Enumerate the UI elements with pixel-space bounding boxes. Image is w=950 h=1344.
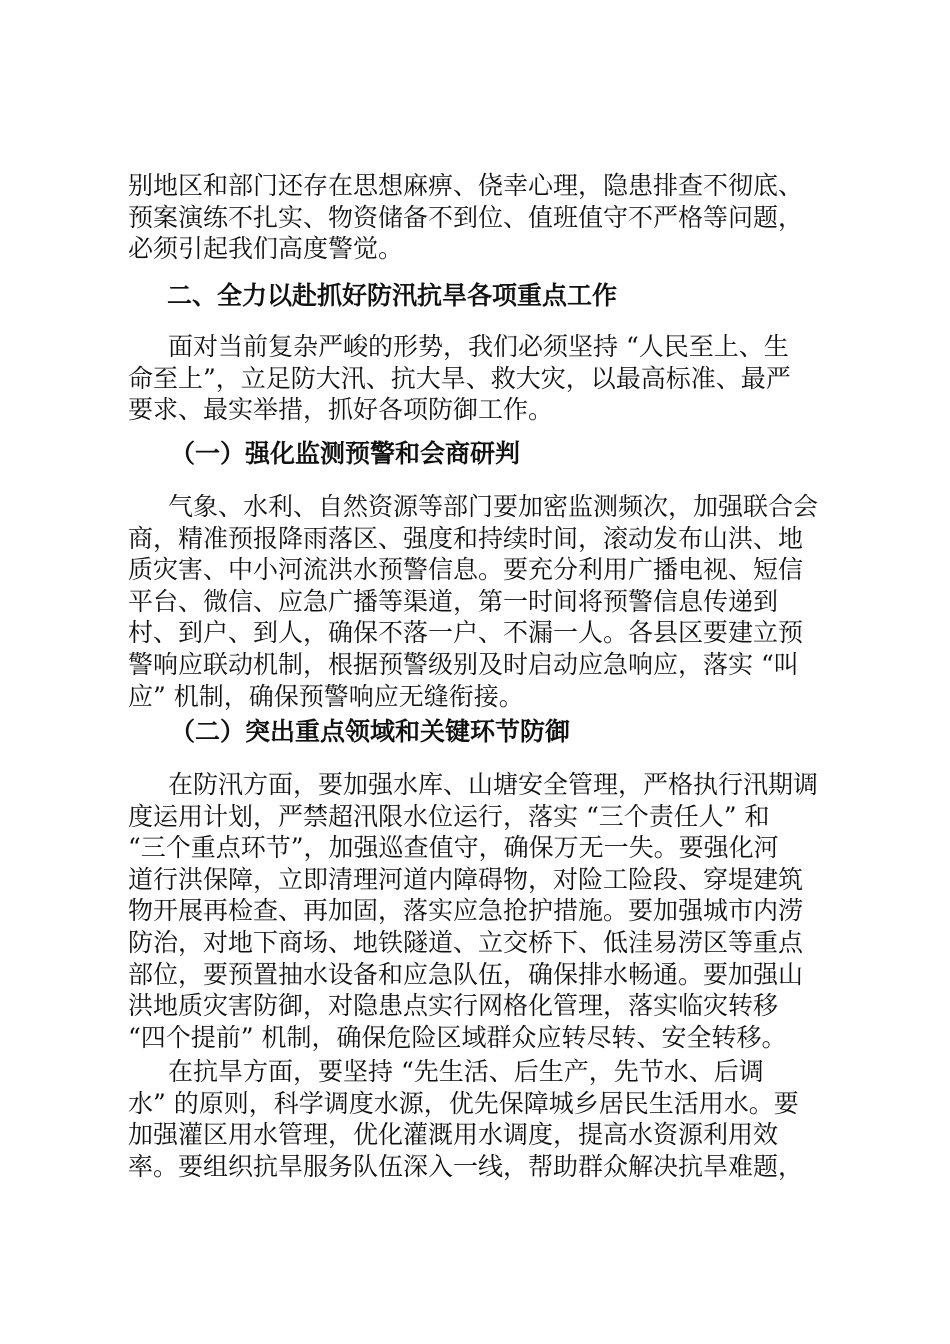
text-line: 面对当前复杂严峻的形势，我们必须坚持 “人民至上、生 <box>168 332 789 361</box>
subsection-heading: （一）强化监测预警和会商研判 <box>170 439 521 468</box>
text-line: 率。要组织抗旱服务队伍深入一线，帮助群众解决抗旱难题， <box>128 1151 804 1181</box>
text-line: 别地区和部门还存在思想麻痹、侥幸心理，隐患排查不彻底、 <box>128 171 804 200</box>
paragraph-flood-control <box>128 769 828 1053</box>
paragraph-subsection-1 <box>128 491 828 712</box>
text-line: 警响应联动机制，根据预警级别及时启动应急响应，落实 “叫 <box>128 649 799 679</box>
text-line: 道行洪保障，立即清理河道内障碍物，对险工险段、穿堤建筑 <box>128 864 804 894</box>
text-line: 商，精准预报降雨落区、强度和持续时间，滚动发布山洪、地 <box>128 523 804 553</box>
text-line: 气象、水利、自然资源等部门要加密监测频次，加强联合会 <box>168 492 819 521</box>
text-line: 度运用计划，严禁超汛限水位运行，落实 “三个责任人” 和 <box>128 801 770 831</box>
text-line: 命至上”，立足防大汛、抗大旱、救大灾，以最高标准、最严 <box>128 363 791 393</box>
paragraph-section-2 <box>128 331 828 426</box>
paragraph-intro <box>128 170 828 265</box>
text-line: 质灾害、中小河流洪水预警信息。要充分利用广播电视、短信 <box>128 555 804 585</box>
text-line: 在防汛方面，要加强水库、山塘安全管理，严格执行汛期调 <box>168 770 819 799</box>
text-line: 水” 的原则，科学调度水源，优先保障城乡居民生活用水。要 <box>128 1088 799 1118</box>
text-line: “三个重点环节”，加强巡查值守，确保万无一失。要强化河 <box>128 833 779 863</box>
text-line: 预案演练不扎实、物资储备不到位、值班值守不严格等问题， <box>128 202 804 232</box>
text-line: 应” 机制，确保预警响应无缝衔接。 <box>128 681 524 711</box>
text-line: 防治，对地下商场、地铁隧道、立交桥下、低洼易涝区等重点 <box>128 927 804 957</box>
text-line: 物开展再检查、再加固，落实应急抢护措施。要加强城市内涝 <box>128 896 804 926</box>
text-line: 加强灌区用水管理，优化灌溉用水调度，提高水资源利用效 <box>128 1120 779 1150</box>
subsection-heading: （二）突出重点领域和关键环节防御 <box>170 717 571 746</box>
text-line: 洪地质灾害防御，对隐患点实行网格化管理，落实临灾转移 <box>128 991 779 1021</box>
paragraph-drought-relief <box>128 1056 828 1182</box>
text-line: 必须引起我们高度警觉。 <box>128 234 404 264</box>
text-line: 在抗旱方面，要坚持 “先生活、后生产，先节水、后调 <box>168 1057 764 1086</box>
text-line: 部位，要预置抽水设备和应急队伍，确保排水畅通。要加强山 <box>128 959 804 989</box>
text-line: “四个提前” 机制，确保危险区域群众应转尽转、安全转移。 <box>128 1022 787 1052</box>
text-line: 要求、最实举措，抓好各项防御工作。 <box>128 395 554 425</box>
text-line: 村、到户、到人，确保不落一户、不漏一人。各县区要建立预 <box>128 618 804 648</box>
section-heading: 二、全力以赴抓好防汛抗旱各项重点工作 <box>167 281 618 310</box>
text-line: 平台、微信、应急广播等渠道，第一时间将预警信息传递到 <box>128 586 779 616</box>
